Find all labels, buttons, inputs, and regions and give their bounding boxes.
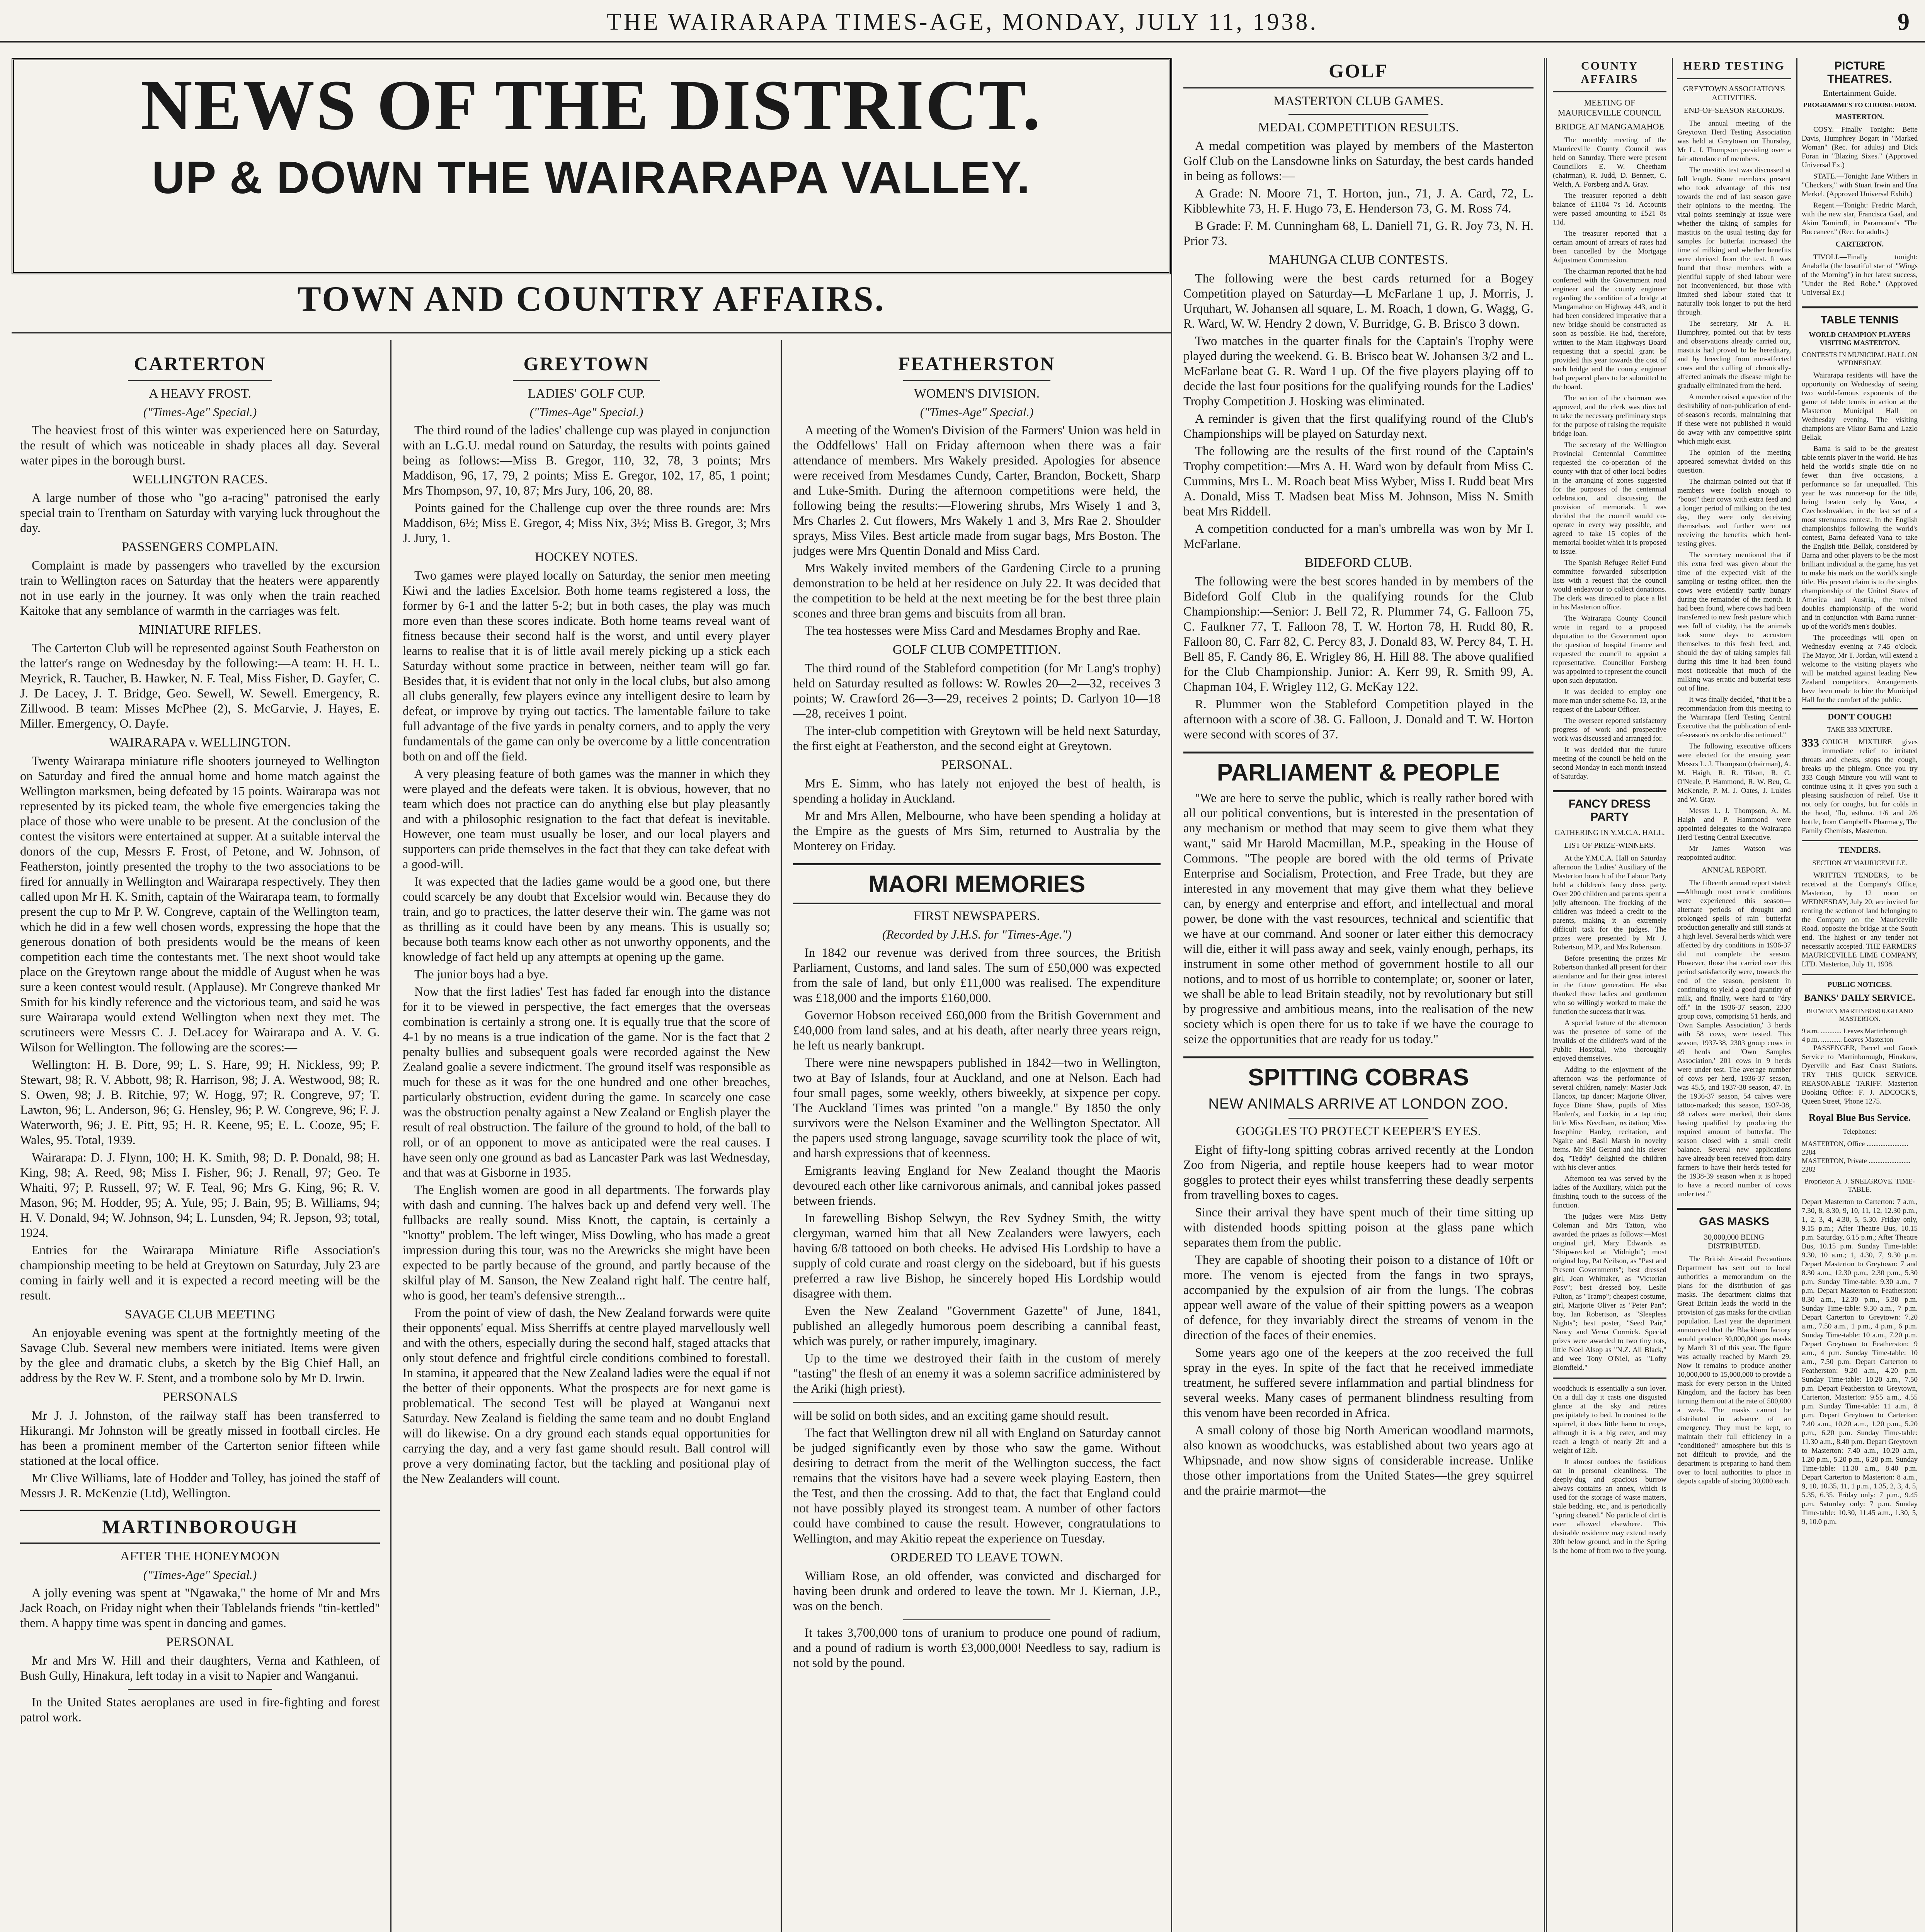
subheading: Telephones: bbox=[1843, 1128, 1877, 1135]
article-paragraph: The judges were Miss Betty Coleman and Mrs Tatton, who awarded the prizes as follows:—Most original girl, Mary Edwards as "Shipwrecked at Midnight"; most original boy, Pat Neilson, as "Past and Present Governments"; best dressed girl, Joan Whittaker, as "Victorian Posy"; best dressed boy, Leslie Fulton, as "Tramp"; cheapest costume, girl, Marjorie Oliver as "Peter Pan"; boy, Ian Robertson, as "Sleepless Nights"; best poster, "Seed Pair," Nancy and Verna Cormick. Special prizes were awarded to two tiny tots, little Noel Alsop as "N.Z. All Black," and wee Tony O'Niel, as "Lofty Blomfield." bbox=[1553, 1213, 1666, 1372]
timetable-line: MASTERTON, Private ........................ 2282 bbox=[1802, 1157, 1911, 1173]
article-paragraph: It was decided to employ one more man under scheme No. 13, at the request of the Labour Officer. bbox=[1553, 688, 1666, 714]
column-carterton bbox=[12, 344, 388, 1932]
byline: ("Times-Age" Special.) bbox=[529, 405, 643, 419]
article-paragraph: A special feature of the afternoon was the presence of some of the invalids of the children's ward of the Public Hospital, who thoroughly enjoyed themselves. bbox=[1553, 1019, 1666, 1063]
article-paragraph: The Wairarapa County Council wrote in regard to a proposed deputation to the Government upon the question of hospital finance and requested the council to appoint a representative. Councillor Forsberg was appointed to represent the council upon such deputation. bbox=[1553, 614, 1666, 685]
section-heading-greytown: GREYTOWN bbox=[523, 353, 650, 374]
service-notice: PASSENGER, Parcel and Goods Service to Martinborough, Hinakura, Dyerville and East Coast Stations. TRY THIS QUICK SERVICE. REASONABLE TARIFF. Masterton Booking Office: F. J. ADCOCK'S, Queen Street, 'Phone 1275. bbox=[1802, 1044, 1918, 1105]
column-rule bbox=[1171, 58, 1172, 1932]
article-paragraph: The Spanish Refugee Relief Fund committee forwarded subscription lists with a request that the council would endeavour to collect donations. The clerk was directed to place a list in his Masterton office. bbox=[1553, 559, 1666, 611]
article-paragraph: The secretary, Mr A. H. Humphrey, pointed out that by tests and observations already carried out, mastitis had proved to be hereditary, and by breeding from non-affected cows and the culling of chronically-affected animals the disease might be gradually eliminated from the herd. bbox=[1677, 320, 1791, 390]
article-paragraph: Complaint is made by passengers who travelled by the excursion train to Wellington races on Saturday that the heaters were apparently not in use early in the journey. It was only when the train reached Kaitoke that any semblance of warmth in the carriages was felt. bbox=[20, 559, 380, 618]
town-country-heading: TOWN AND COUNTRY AFFAIRS. bbox=[297, 279, 885, 318]
article-paragraph: B Grade: F. M. Cunningham 68, L. Daniell 71, G. R. Joy 73, N. H. Prior 73. bbox=[1183, 219, 1534, 248]
page-number: 9 bbox=[1898, 9, 1910, 35]
subheading: Proprietor: A. J. SNELGROVE. TIME-TABLE. bbox=[1804, 1177, 1915, 1193]
banner-rule bbox=[12, 332, 1171, 333]
subheading: GOGGLES TO PROTECT KEEPER'S EYES. bbox=[1236, 1124, 1481, 1138]
masthead-date-line: THE WAIRARAPA TIMES-AGE, MONDAY, JULY 11, 1938. bbox=[607, 9, 1318, 35]
article-paragraph: The following were the best cards returned for a Bogey Competition played on Saturday—L McFarlane 1 up, J. Morris, J. Urquhart, W. Johansen all square, L. M. Roach, 1 down, G. Wagg, G. R. Ward, W. W. Hendry 2 down, V. Burridge, G. B. Brisco 3 down. bbox=[1183, 272, 1534, 331]
byline: (Recorded by J.H.S. for "Times-Age.") bbox=[882, 927, 1072, 941]
subheading: ORDERED TO LEAVE TOWN. bbox=[890, 1550, 1063, 1565]
article-paragraph: The following are the results of the first round of the Captain's Trophy competition:—Mrs A. H. Ward won by default from Miss C. Cummins, Mrs L. M. Roach beat Miss Wyber, Miss I. Rudd beat Mrs A. Donald, Miss T. Madsen beat Miss M. Johnson, Miss N. Smith beat Mrs Riddell. bbox=[1183, 444, 1534, 519]
parliament-heading: PARLIAMENT & PEOPLE bbox=[1183, 752, 1534, 786]
cobras-heading: SPITTING COBRAS bbox=[1183, 1056, 1534, 1091]
subheading: MASTERTON CLUB GAMES. bbox=[1273, 94, 1444, 108]
subheading: WELLINGTON RACES. bbox=[132, 472, 268, 486]
article-paragraph: Some years ago one of the keepers at the zoo received the full spray in the eyes. In spite of the fact that he received immediate treatment, he suffered severe inflammation and partial blindness for several weeks. Many cases of permanent blindness resulting from this venom have been recorded in Africa. bbox=[1183, 1346, 1534, 1420]
subheading: WAIRARAPA v. WELLINGTON. bbox=[109, 735, 291, 750]
divider bbox=[1677, 78, 1791, 79]
article-paragraph: It takes 3,700,000 tons of uranium to produce one pound of radium, and a pound of radium is worth £3,000,000! Needless to say, radium is not sold by the pound. bbox=[793, 1626, 1161, 1670]
article-paragraph: R. Plummer won the Stableford Competition played in the afternoon with a score of 38. G. Falloon, J. Donald and T. W. Horton were second with scores of 37. bbox=[1183, 697, 1534, 742]
article-paragraph: A meeting of the Women's Division of the Farmers' Union was held in the Oddfellows' Hall on Friday afternoon when there was a fair attendance of members. Mrs Wakely presided. Apologies for absence were received from Mesdames Cundy, Carter, Brandon, Bockett, Sharp and Luke-Smith. During the afternoon competitions were held, the following being the results:—Flowering shrubs, Mrs Wisely 1 and 3, Mrs Charles 2. Cut flowers, Mrs Wakely 1 and 3, Mrs Rae 2. Shoulder sprays, Miss Viles. Best article made from sugar bags, Mrs Boston. The judges were Mrs Quentin Donald and Miss Card. bbox=[793, 423, 1161, 558]
advert-subheading: TAKE 333 MIXTURE. bbox=[1827, 726, 1893, 733]
section-heading-martinborough: MARTINBOROUGH bbox=[20, 1510, 380, 1544]
advert-heading: DON'T COUGH! bbox=[1828, 712, 1892, 721]
article-paragraph: It was expected that the ladies game would be a good one, but there could scarcely be any doubt that Excelsior would win. Because they do train, and go to practices, the latter deserve their win. The game was not as thrilling as it could have been by any means. This is usually so; because both teams know each other as not unworthy opponents, and the knowledge of fact held up any attempts at opening up the game. bbox=[403, 875, 770, 964]
article-paragraph: The overseer reported satisfactory progress of work and prospective work was discussed and arranged for. bbox=[1553, 717, 1666, 743]
section-heading-county: COUNTY AFFAIRS bbox=[1581, 60, 1639, 85]
gas-masks-heading: GAS MASKS bbox=[1677, 1208, 1791, 1228]
subheading: MEDAL COMPETITION RESULTS. bbox=[1258, 120, 1459, 134]
article-paragraph: Two games were played locally on Saturday, the senior men meeting Kiwi and the ladies Excelsior. Both home teams registered a loss, the former by 6-1 and the latter 5-2; but in both cases, the play was much more even than these scores indicate. Both home teams reveal want of fitness because their second half is the worst, and until every player learns to realise that it is of little avail merely picking up a stick each Saturday without some practice in between, neither team will go far. Besides that, it is evident that not only in the local clubs, but also among all clubs generally, few players evince any intelligent desire to learn by defeat, or improve by trying out tactics. The lamentable failure to take full advantage of the five yards in penalty corners, and to apply the very fundamentals of the game can only be overcome by a little concentration both on and off the field. bbox=[403, 569, 770, 764]
timetable: Depart Masterton to Carterton: 7 a.m., 7.30, 8, 8.30, 9, 10, 11, 12, 12.30 p.m., 1, 2, 3, 4, 4.30, 5, 5.30. Friday only, 9.15 p.m.; After Theatre Bus, 10.15 p.m. Saturday, 6.15 p.m.; After Theatre Bus, 10.15 p.m. Sunday Time-table: 9.30, 10 a.m.; 1, 4.30, 7, 9.30 p.m. Depart Masterton to Greytown: 7 and 8.30 a.m., 12.30 p.m., 2.30 p.m., 5.30 p.m. Sunday Time-table: 9.30 a.m., 7 p.m. Depart Masterton to Featherston: 8.30 a.m., 12.30 p.m., 5.30 p.m. Sunday Time-table: 9.30 a.m., 7 p.m. Depart Carterton to Greytown: 7.20 a.m., 7.50 a.m., 1 p.m., 4 p.m., 6 p.m. Sunday Time-table: 10 a.m., 7.20 p.m. Depart Greytown to Featherston: 9 a.m., 4 p.m. Sunday Time-table: 10 a.m., 7.50 p.m. Depart Carterton to Featherston: 9.20 a.m., 4.20 p.m. Sunday Time-table: 10.20 a.m., 7.50 p.m. Depart Featherston to Greytown, Carterton, Masterton: 9.55 a.m., 4.55 p.m. Sunday Time-table: 11 a.m., 8 p.m. Depart Greytown to Carterton: 7.40 a.m., 10.20 a.m., 1.20 p.m., 5.20 p.m., 6.20 p.m. Sunday Time-table: 11.30 a.m., 8.40 p.m. Depart Greytown to Masterton: 7.40 a.m., 10.20 a.m., 1.20 p.m., 5.20 p.m., 6.20 p.m. Sunday Time-table: 11.30 a.m., 8.40 p.m. Depart Carterton to Masterton: 8 a.m., 9, 10, 10.35, 11, 1 p.m., 1.35, 2, 3, 4, 5, 5.35, 6.35. Friday only: 7 p.m., 9.45 p.m. Saturday only: 7 p.m. Sunday Time-table: 10.30, 11.45 a.m., 1.30, 5, 9, 10.0 p.m. bbox=[1802, 1198, 1918, 1526]
subheading: HOCKEY NOTES. bbox=[535, 550, 638, 564]
column-greytown bbox=[394, 344, 779, 1932]
article-paragraph: The secretary mentioned that if this extra feed was given about the time of the expected visit of the sampling or testing officer, then the cows were evidently partly hungry during the remainder of the month. It had been found, where cows had been transferred to new fresh pasture which was full of vitality, that the animals took some days to accustom themselves to this fresh feed, and, should the day of taking samples fall during this time it had been found most noticeable that much of the milking was erratic and butterfat tests out of line. bbox=[1677, 551, 1791, 692]
article-paragraph: The Carterton Club will be represented against South Featherston on the latter's range on Wednesday by the following:—A team: H. H. L. Meyrick, R. Taucher, B. Hawker, N. F. Teal, Miss Fisher, D. Gayfer, C. J. De Lacey, J. T. Bridge, Geo. Sewell, W. Sewell. Emergency, R. Zillwood. B team: Misses McPhee (2), S. McGarvie, J. Hayes, E. Miller. Emergency, O. Dayfe. bbox=[20, 641, 380, 731]
article-paragraph: In farewelling Bishop Selwyn, the Rev Sydney Smith, the witty clergyman, warned him that all New Zealanders were lawyers, each having 6/8 tattooed on both cheeks. He advised His Lordship to have a supply of cold curate and roast clergy on the sideboard, but if his guests preferred a raw live Bishop, he sincerely hoped His Lordship would disagree with them. bbox=[793, 1211, 1161, 1301]
byline: ("Times-Age" Special.) bbox=[920, 405, 1034, 419]
public-notices-heading: PUBLIC NOTICES. bbox=[1827, 981, 1892, 989]
divider bbox=[1183, 87, 1534, 88]
article-paragraph: The following executive officers were elected for the ensuing year: Messrs L. J. Thompson (chairman), A. M. Haigh, R. R. Tilson, R. C. O'Neale, P. Hammond, R. W. Beu, G. McKenzie, P. M. J. Oates, J. Lukies and W. Gray. bbox=[1677, 742, 1791, 804]
article-paragraph: There were nine newspapers published in 1842—two in Wellington, two at Bay of Islands, four at Auckland, and one at Nelson. Each had four small pages, some weekly, others biweekly, at sixpence per copy. The Auckland Times was printed "on a mangle." By 1850 the only survivors were the Nelson Examiner and the Wellington Spectator. All the papers used strong language, savage scurrility took the place of wit, and harsh expressions that of keenness. bbox=[793, 1056, 1161, 1160]
subheading: WORLD CHAMPION PLAYERS VISITING MASTERTON. bbox=[1809, 331, 1911, 347]
divider bbox=[1553, 1378, 1666, 1379]
article-paragraph: The third round of the ladies' challenge cup was played in conjunction with an L.G.U. medal round on Saturday, the results with points gained being as follows:—Miss B. Gregor, 110, 32, 78, 3 points; Mrs Maddison, 96, 17, 79, 2 points; Miss E. Gregor, 102, 17, 85, 1 point; Mrs Thompson, 97, 10, 87; Mrs Jury, 106, 20, 88. bbox=[403, 423, 770, 498]
article-paragraph: The annual meeting of the Greytown Herd Testing Association was held at Greytown on Thursday, Mr L. J. Thompson presiding over a fair attendance of members. bbox=[1677, 119, 1791, 163]
article-paragraph: A small colony of those big North American woodland marmots, also known as woodchucks, was established about two years ago at Whipsnade, and now show signs of considerable increase. Unlike those other importations from the United States—the grey squirrel and the prairie marmot—the bbox=[1183, 1423, 1534, 1498]
subheading: FIRST NEWSPAPERS. bbox=[914, 909, 1040, 923]
article-paragraph: Since their arrival they have spent much of their time sitting up with distended hoods spitting poison at the glass pane which separates them from the public. bbox=[1183, 1206, 1534, 1250]
column-featherston bbox=[785, 344, 1169, 1932]
article-paragraph: The monthly meeting of the Mauriceville County Council was held on Saturday. There were present Councillors E. W. Cheetham (chairman), R. Judd, D. Bennett, C. Welch, A. Forsberg and A. Gray. bbox=[1553, 136, 1666, 189]
subheading: WOMEN'S DIVISION. bbox=[914, 386, 1040, 401]
banner-title: NEWS OF THE DISTRICT. bbox=[140, 66, 1042, 145]
article-paragraph: It was finally decided, "that it be a recommendation from this meeting to the Wairarapa Herd Testing Central Executive that the publication of end-of-season's records be discontinued." bbox=[1677, 696, 1791, 739]
article-paragraph: The tea hostesses were Miss Card and Mesdames Brophy and Rae. bbox=[805, 624, 1141, 638]
article-paragraph: A very pleasing feature of both games was the manner in which they were played and the defeats were taken. It is obvious, however, that no team which does not practice can do anything else but play pleasantly and with a philosophic resignation to the fact that defeat is inevitable. However, one team must usually be loser, and our local players and supporters can pride themselves in the fact that they can take defeat with a good-will. bbox=[403, 767, 770, 871]
theatre-listing: Regent.—Tonight: Fredric March, with the new star, Francisca Gaal, and Akim Tamiroff, in Paramount's "The Buccaneer." (Rec. for adults.) bbox=[1802, 201, 1918, 236]
article-paragraph: From the point of view of dash, the New Zealand forwards were quite their opponents' equal. Miss Sherriffs at centre played marvellously well and with the others, especially during the second half, staged attacks that only stout defence and frightful circle conditions combined to forestall. In stamina, it appeared that the New Zealand ladies were the equal if not the better of their opponents. What the prospects are for next game is problematical. The second Test will be played at Wanganui next Saturday. New Zealand is fielding the same team and no doubt England will do likewise. On a dry ground each stands equal opportunities for carrying the day, and a very fast game should result. Ball control will prove a very dominating factor, but the tackling and positional play of the New Zealanders will count. bbox=[403, 1306, 770, 1486]
subheading: GATHERING IN Y.M.C.A. HALL. bbox=[1554, 828, 1665, 837]
article-paragraph: The third round of the Stableford competition (for Mr Lang's trophy) held on Saturday resulted as follows: W. Rowles 20—2—32, receives 3 points; W. Crawford 26—3—29, receives 2 points; D. Carlyon 10—18—28, receives 1 point. bbox=[793, 662, 1161, 721]
subheading: MASTERTON. bbox=[1835, 113, 1884, 121]
article-paragraph: It almost outdoes the fastidious cat in personal cleanliness. The deeply-dug and spacious burrow always contains an annex, which is used for the storage of waste matters, stale bedding, etc., and is periodically "spring cleaned." No particle of dirt is ever allowed elsewhere. This desirable residence may extend nearly 30ft below ground, and in the Spring is the home of from two to five young. bbox=[1553, 1458, 1666, 1555]
advert-333-mark: 333 bbox=[1802, 736, 1819, 749]
cough-advert bbox=[1802, 708, 1918, 841]
tenders-heading: TENDERS. bbox=[1838, 845, 1881, 855]
article-paragraph: The treasurer reported a debit balance of £1104 7s 1d. Accounts were passed amounting to £521 8s 11d. bbox=[1553, 192, 1666, 226]
article-paragraph: Emigrants leaving England for New Zealand thought the Maoris devoured each other like carnivorous animals, and cannibal jokes passed between friends. bbox=[793, 1164, 1161, 1208]
subheading: 30,000,000 BEING DISTRIBUTED. bbox=[1704, 1233, 1765, 1250]
divider bbox=[1288, 1118, 1428, 1119]
article-paragraph: Mrs E. Simm, who has lately not enjoyed the best of health, is spending a holiday in Auckland. bbox=[793, 777, 1161, 806]
subheading: ANNUAL REPORT. bbox=[1702, 866, 1767, 874]
article-paragraph: Eight of fifty-long spitting cobras arrived recently at the London Zoo from Nigeria, and reptile house keepers had to wear motor goggles to protect their eyes whilst transferring these deadly serpents from travelling boxes to cages. bbox=[1183, 1143, 1534, 1202]
article-paragraph: A member raised a question of the desirability of non-publication of end-of-season's records, maintaining that if these were not published it would do away with any competitive spirit which might exist. bbox=[1677, 393, 1791, 446]
article-paragraph: An enjoyable evening was spent at the fortnightly meeting of the Savage Club. Several new members were initiated. Items were given by the glee and dramatic clubs, a sketch by the Big Chief Hall, an address by the Rev W. F. Stent, and a trombone solo by Mr D. Irwin. bbox=[20, 1326, 380, 1385]
column-rule bbox=[781, 340, 782, 1932]
article-paragraph: Mr and Mrs Allen, Melbourne, who have been spending a holiday at the Empire as the guests of Mrs Sim, returned to Australia by the Monterey on Friday. bbox=[793, 809, 1161, 853]
article-paragraph: Mr James Watson was reappointed auditor. bbox=[1677, 845, 1791, 862]
article-paragraph: It was decided that the future meeting of the council be held on the second Monday in each month instead of Saturday. bbox=[1553, 746, 1666, 781]
subheading: PERSONAL bbox=[166, 1635, 234, 1649]
table-tennis-heading: TABLE TENNIS bbox=[1802, 306, 1918, 326]
article-paragraph: Wellington: H. B. Dore, 99; L. S. Hare, 99; H. Nickless, 99; P. Stewart, 98; R. V. Abbott, 98; R. Harrison, 98; J. A. Westwood, 98; R. S. Owen, 98; J. B. Ritchie, 97; W. Hogg, 97; R. Congreve, 97; T. Lawton, 96; L. Anderson, 96; G. Hensley, 96; P. W. Congreve, 96; F. J. Waterworth, 96; J. E. Pitt, 95; H. R. Keene, 95; E. L. Cooze, 95; F. Wales, 95. Total, 1939. bbox=[20, 1058, 380, 1147]
article-paragraph: Up to the time we destroyed their faith in the custom of merely "tasting" the flesh of an enemy it was a solemn sacrifice administered by the Ariki (high priest). bbox=[793, 1352, 1161, 1396]
subheading: PERSONALS bbox=[162, 1390, 238, 1404]
article-paragraph: woodchuck is essentially a sun lover. On a dull day it casts one disgusted glance at the sky and retires precipitately to bed. In contrast to the squirrel, it does little harm to crops, although it is a big eater, and may reach a length of nearly 2ft and a weight of 12lb. bbox=[1553, 1384, 1666, 1455]
entertainment-guide-heading: Entertainment Guide. bbox=[1823, 88, 1896, 98]
subheading: BIDEFORD CLUB. bbox=[1305, 556, 1412, 570]
article-paragraph: The treasurer reported that a certain amount of arrears of rates had been cancelled by the Mortgage Adjustment Commission. bbox=[1553, 230, 1666, 264]
subheading: BETWEEN MARTINBOROUGH AND MASTERTON. bbox=[1806, 1007, 1913, 1022]
theatre-listing: COSY.—Finally Tonight: Bette Davis, Humphrey Bogart in "Marked Woman" (Rec. for adults) and Dick Foran in "Blazing Sixes." (Approved Universal Ex.) bbox=[1802, 126, 1918, 169]
column-entertainment bbox=[1799, 58, 1921, 1932]
article-paragraph: Now that the first ladies' Test has faded far enough into the distance for it to be viewed in perspective, the fact emerges that the overseas combination is certainly a strong one. It is equally true that the score of 4-1 by no means is a true indication of the game. Nor is the fact that 2 penalty bullies and subsequent goals were recorded against the New Zealand goalie a severe indictment. The ground itself was responsible as much for these as it was for the one hundred and one other breaches, particularly obstruction, evident during the game. In scarcely one case was the obstruction penalty against a New Zealand or English player the result of real obstruction. The failure of the ground to hold, of the ball to roll, or of an opponent to move as anticipated were the real causes. I have seen only one ground as bad as Lancaster Park was last Wednesday, and that was at Gisborne in 1935. bbox=[403, 985, 770, 1180]
article-paragraph: The fact that Wellington drew nil all with England on Saturday cannot be judged significantly even by those who saw the game. Without desiring to detract from the merit of the Wellington success, the fact remains that the visitors have had a severe week playing Eastern, then the Test, and then the crossing. Add to that, the fact that England could not have possibly played its strongest team. A number of other factors could have combined to cause the result. However, congratulations to Wellington, and may Akitio repeat the experience on Tuesday. bbox=[793, 1426, 1161, 1546]
subheading: SECTION AT MAURICEVILLE. bbox=[1812, 859, 1907, 867]
byline: ("Times-Age" Special.) bbox=[143, 1568, 257, 1582]
tender-notice: WRITTEN TENDERS, to be received at the Company's Office, Masterton, by 12 noon on WEDNESDAY, July 20, are invited for renting the section of land belonging to the Company on the Mauriceville Road, opposite the bridge at the South end. The highest or any tender not necessarily accepted. THE FARMERS' MAURICEVILLE LIME COMPANY, LTD. Masterton, July 11, 1938. bbox=[1802, 871, 1918, 968]
theatre-listing: TIVOLI.—Finally tonight: Anabella (the beautiful star of "Wings of the Morning") in her latest success, "Under the Red Robe." (Approved Universal Ex.) bbox=[1802, 253, 1918, 297]
subheading: GOLF CLUB COMPETITION. bbox=[892, 643, 1061, 657]
divider bbox=[128, 380, 272, 381]
subheading: MAHUNGA CLUB CONTESTS. bbox=[1269, 253, 1448, 267]
subheading: PROGRAMMES TO CHOOSE FROM. bbox=[1803, 101, 1916, 109]
article-paragraph: Even the New Zealand "Government Gazette" of June, 1841, published an allegedly humorous poem describing a cannibal feast, which was purely, or rather impurely, imaginary. bbox=[793, 1304, 1161, 1348]
article-paragraph: In 1842 our revenue was derived from three sources, the British Parliament, Customs, and land sales. The sum of £50,000 was expected from the sale of land, but only £11,000 was realised. The expenditure was £18,000 and the imports £160,000. bbox=[793, 946, 1161, 1005]
article-paragraph: Two matches in the quarter finals for the Captain's Trophy were played during the weekend. G. B. Brisco beat W. Johansen 3/2 and L. McFarlane beat G. R. Ward 1 up. Of the five players playing off to decide the last four positions for the qualifying rounds for the Ladies' Trophy Competition J. Hosking was eliminated. bbox=[1183, 334, 1534, 408]
article-paragraph: Mrs Wakely invited members of the Gardening Circle to a pruning demonstration to be held at her residence on July 22. It was decided that the competition to be held at the next meeting be for the best three plain scones and three bran gems and biscuits from all bran. bbox=[793, 561, 1161, 621]
advert-body bbox=[1802, 738, 1918, 835]
timetable-line: 9 a.m. ............ Leaves Martinborough bbox=[1802, 1027, 1907, 1035]
article-paragraph: Adding to the enjoyment of the afternoon was the performance of several children, namely: Master Jack Hancox, tap dancer; Marjorie Oliver, Joyce Diane Shaw, pupils of Miss Hanlen's, and Lockie, in a tap trio; little Miss Needham, recitation; Miss Josephine Hanley, recitation, and Ngaire and Basil Marsh in novelty items. Mr Sid Gerand and his clever dog "Teddy" delighted the children with his clever antics. bbox=[1553, 1066, 1666, 1172]
subheading: AFTER THE HONEYMOON bbox=[120, 1549, 280, 1563]
article-paragraph: A reminder is given that the first qualifying round of the Club's Championships will be played on Saturday next. bbox=[1183, 412, 1534, 441]
article-paragraph: They are capable of shooting their poison to a distance of 10ft or more. The venom is ejected from the fangs in two sprays, accompanied by the expulsion of air from the lungs. The cobras appear well aware of the value of their spitting powers as a weapon of defence, for they invariably direct the streams of venom in the direction of the faces of their enemies. bbox=[1183, 1253, 1534, 1342]
article-paragraph: will be solid on both sides, and an exciting game should result. bbox=[793, 1409, 1109, 1423]
column-rule bbox=[1796, 58, 1797, 1932]
divider bbox=[513, 380, 660, 381]
article-paragraph: The opinion of the meeting appeared somewhat divided on this question. bbox=[1677, 449, 1791, 474]
subheading: GREYTOWN ASSOCIATION'S ACTIVITIES. bbox=[1683, 85, 1785, 102]
subheading: CONTESTS IN MUNICIPAL HALL ON WEDNESDAY. bbox=[1802, 351, 1918, 367]
column-golf bbox=[1175, 58, 1542, 1932]
divider bbox=[1288, 114, 1428, 115]
article-paragraph: Twenty Wairarapa miniature rifle shooters journeyed to Wellington on Saturday and fired the annual home and home match against the Wellington marksmen, being defeated by 15 points. Wairarapa was not represented by its picked team, the whole five emergencies taking the place of those who were unable to be present. At the conclusion of the contest the visitors were entertained at supper. At a suitable interval the donors of the cup, Messrs F. Frost, of Petone, and W. Johnson, of Featherston, jointly presented the trophy to the two associations to be fired for annually in Wellington and Wairarapa respectively. They then called upon Mr H. K. Smith, captain of the Wairarapa team, to formally present the cup to Mr P. W. Congreve, captain of the Wellington team, which he did in a few well chosen words, expressing the hope that the generous donation of both presidents would be the means of keen competition each time the contestants met. The next shoot would take place on the Greytown range about the middle of August when he was sure a keen contest would result. (Applause). Mr Congreve thanked Mr Smith for his kindly reference and the victorious team, and said he was sure Wairarapa would extend Wellington when next they met. The scrutineers were Messrs C. J. DeLacey for Wairarapa and A. V. G. Wilson for Wellington. The following are the scores:— bbox=[20, 754, 380, 1054]
article-paragraph: In the United States aeroplanes are used in fire-fighting and forest patrol work. bbox=[20, 1696, 380, 1725]
article-paragraph: The action of the chairman was approved, and the clerk was directed to take the necessary preliminary steps for the purpose of raising the requisite bridge loan. bbox=[1553, 394, 1666, 438]
article-paragraph: Mr Clive Williams, late of Hodder and Tolley, has joined the staff of Messrs J. R. McKenzie (Ltd), Wellington. bbox=[20, 1471, 380, 1500]
maori-memories-heading: MAORI MEMORIES bbox=[793, 863, 1161, 904]
article-paragraph: Wairarapa residents will have the opportunity on Wednesday of seeing two world-famous exponents of the game of table tennis in action at the Masterton Municipal Hall on Wednesday evening. The visiting champions are Viktor Barna and Lazlo Bellak. bbox=[1802, 371, 1918, 442]
article-paragraph: The fifteenth annual report stated:—Although most erratic conditions were experienced this season—alternate periods of drought and prolonged spells of rain—butterfat production generally and still stands at a high level. Several herds which were affected by dry conditions in 1936-37 did not complete the season. However, those that carried over this period satisfactorily were, towards the end of the season, persistent in continuing to yield a good quantity of milk, and finally, were hard to "dry off." In the 1936-37 season, 2330 group cows, comprising 51 herds, and 'Own Samples Association,' 3 herds with 58 cows, were tested. This season, 1937-38, 2303 group cows in 49 herds and 'Own Samples Association,' 201 cows in 9 herds were under test. The average number of cows per herd, 1936-37 season, was 45.5, and 1937-38 season, 47. In the 1936-37 season, 54 calves were tattoo-marked; this season, 1937-38, 48 calves were marked, their dams having qualified by producing the required amount of butterfat. The season closed with a small credit balance. Several new applications have already been received from dairy farmers to have their herds tested for the 1938-39 season when it is hoped to have a record number of cows under test." bbox=[1677, 879, 1791, 1198]
subheading: LADIES' GOLF CUP. bbox=[528, 386, 645, 401]
divider bbox=[903, 1619, 1050, 1620]
article-paragraph: "We are here to serve the public, which is really rather bored with all our political conventions, but is interested in the presentation of any mechanism or method that may seem to give them what they want," said Mr Harold Macmillan, M.P., speaking in the House of Commons. "The people are bored with the old terms of Private Enterprise and Socialism, Protection, and Free Trade, but they are interested in any movement that may give them what they believe can, by energy and enterprise and effort, and intellectual and moral power, be done with the vast resources, technical and scientific that we have at our command. And sooner or later either this democracy will die, either it will pass away and seek, vainly enough, perhaps, its instrument in some other method of government hostile to all our notions, and to most of us horrible to contemplate; or, sooner or later, we shall be able to lead Britain steadily, not by revolutionary but still by progressive and ambitious means, into the realisation of the new society which is open there for us to take if we have the courage to seize the opportunities that are ready for us today." bbox=[1183, 791, 1534, 1046]
article-paragraph: The heaviest frost of this winter was experienced here on Saturday, the result of which was noticeable in shady places all day. Several water pipes in the borough burst. bbox=[20, 423, 380, 468]
article-paragraph: Governor Hobson received £60,000 from the British Government and £40,000 from land sales, and at his death, after nearly three years reign, he left us nearly bankrupt. bbox=[793, 1009, 1161, 1053]
section-heading-carterton: CARTERTON bbox=[134, 353, 266, 374]
article-paragraph: The chairman pointed out that if members were foolish enough to "boost" their cows with extra feed and a longer period of milking on the test day, they were only deceiving themselves and further were not receiving the benefits which herd-testing gives. bbox=[1677, 478, 1791, 548]
picture-theatres-heading: PICTURE THEATRES. bbox=[1827, 60, 1892, 85]
article-paragraph: A competition conducted for a man's umbrella was won by Mr I. McFarlane. bbox=[1183, 522, 1534, 551]
divider bbox=[1802, 974, 1918, 975]
subheading: SAVAGE CLUB MEETING bbox=[124, 1307, 276, 1321]
section-heading-featherston: FEATHERSTON bbox=[898, 353, 1055, 374]
article-paragraph: A Grade: N. Moore 71, T. Horton, jun., 71, J. A. Card, 72, L. Kibblewhite 73, H. F. Hugo 73, E. Henderson 73, G. M. Ross 74. bbox=[1183, 187, 1534, 216]
column-county bbox=[1550, 58, 1670, 1932]
timetable-line: 4 p.m. ............ Leaves Masterton bbox=[1802, 1036, 1893, 1043]
column-herd bbox=[1674, 58, 1794, 1932]
article-paragraph: Points gained for the Challenge cup over the three rounds are: Mrs Maddison, 6½; Miss E. Gregor, 4; Miss Nix, 3½; Miss B. Gregor, 3; Mrs J. Jury, 1. bbox=[403, 501, 770, 545]
byline: ("Times-Age" Special.) bbox=[143, 405, 257, 419]
article-paragraph: Barna is said to be the greatest table tennis player in the world. He has held the world's single title on no fewer than five occasions, a performance so far unequalled. This year he was runner-up for the title, being beaten only by Vana, a Czechoslovakian, in the last set of a most strenuous contest. In the English championships following the world's contest, Barna defeated Vana to take the English title. Bellak, considered by Barna and other players to be the most brilliant individual at the game, has yet to make his mark on the world's single title. His present claim is to the singles championship of the United States of America and Austria, the mixed doubles championship of the world and in conjunction with Barna runner-up of the world's men's doubles. bbox=[1802, 445, 1918, 631]
article-paragraph: Afternoon tea was served by the ladies of the Auxiliary, which put the finishing touch to the success of the function. bbox=[1553, 1175, 1666, 1209]
article-paragraph: Wairarapa: D. J. Flynn, 100; H. K. Smith, 98; D. P. Donald, 98; H. King, 98; A. Reed, 98; Miss I. Fisher, 96; J. Renall, 97; Geo. Te Whaiti, 97; P. Russell, 97; W. F. Teal, 96; Mrs G. King, 96; R. V. Mason, 96; M. Hodder, 95; A. Yule, 95; J. Bain, 95; B. Williams, 94; H. V. Donald, 94; W. Johnson, 94; L. Lunsden, 94; R. Jepson, 93; total, 1924. bbox=[20, 1151, 380, 1240]
article-paragraph: The chairman reported that he had conferred with the Government road engineer and the county engineer regarding the condition of a bridge at Mangamahoe on Highway 443, and it had been considered imperative that a new bridge should be constructed as soon as possible. He had, therefore, written to the Main Highways Board requesting that a special grant be provided this year towards the cost of such bridge and the county engineer had prepared plans to be submitted to the board. bbox=[1553, 267, 1666, 391]
subheading: A HEAVY FROST. bbox=[149, 386, 251, 401]
column-rule bbox=[390, 340, 391, 1932]
subheading: PASSENGERS COMPLAIN. bbox=[122, 540, 278, 554]
article-paragraph: Entries for the Wairarapa Miniature Rifle Association's championship meeting to be held at Greytown on Saturday, July 23 are coming in fairly well and it is expected a record meeting will be the result. bbox=[20, 1243, 380, 1303]
subheading: MINIATURE RIFLES. bbox=[138, 622, 262, 637]
article-paragraph: The mastitis test was discussed at full length. Some members present who took advantage of this test towards the end of last season gave their opinions to the meeting. The vital points seemingly at issue were whether the taking of samples for mastitis on the usual testing day for samples for butterfat increased the time of milking and whether benefits were derived from the test. It was found that those members with a plentiful supply of shed labour were not inconvenienced, but those with limited shed labour stated that it naturally took longer to put the herd through. bbox=[1677, 166, 1791, 316]
article-paragraph: A medal competition was played by members of the Masterton Golf Club on the Lansdowne links on Saturday, the best cards handed in being as follows:— bbox=[1183, 139, 1534, 183]
article-paragraph: The following were the best scores handed in by members of the Bideford Golf Club in the qualifying rounds for the Club Championship:—Senior: J. Bell 72, R. Plummer 74, G. Falloon 75, C. Faulkner 77, T. Falloon 78, T. W. Horton 78, H. Rudd 80, R. Falloon 80, C. Farr 82, C. Percy 83, J. Donald 83, W. Percy 84, T. H. Bell 85, F. Candy 86, E. Wrigley 86, H. Hill 88. The above qualified for the Club Championship. Junior: A. Kerr 99, R. Smith 99, A. Chapman 104, F. Wrigley 112, G. McKay 122. bbox=[1183, 575, 1534, 694]
divider bbox=[1553, 91, 1666, 92]
news-banner bbox=[12, 58, 1171, 274]
theatre-listing: STATE.—Tonight: Jane Withers in "Checkers," with Stuart Irwin and Una Merkel. (Approved Universal Exhib.) bbox=[1802, 172, 1918, 198]
spacer bbox=[1175, 58, 1192, 1932]
article-paragraph: The junior boys had a bye. bbox=[414, 968, 548, 981]
section-heading-golf: GOLF bbox=[1329, 60, 1388, 82]
article-paragraph: The secretary of the Wellington Provincial Centennial Committee requested the co-operation of the county with that of other local bodies in the arranging of zones suggested for the purposes of the centennial celebration, and discussing the provision of memorials. It was decided that the council would co-operate in every way possible, and agreed to take 15 copies of the memorial booklet which it is proposed to issue. bbox=[1553, 441, 1666, 556]
timetable-line: MASTERTON, Office ........................ 2284 bbox=[1802, 1140, 1908, 1156]
article-paragraph: William Rose, an old offender, was convicted and discharged for having been drunk and ordered to leave the town. Mr J. Kiernan, J.P., was on the bench. bbox=[793, 1569, 1161, 1613]
banner-subtitle: UP & DOWN THE WAIRARAPA VALLEY. bbox=[152, 152, 1031, 204]
fancy-dress-heading: FANCY DRESS PARTY bbox=[1553, 790, 1666, 824]
article-paragraph: The inter-club competition with Greytown will be held next Saturday, the first eight at Featherston, and the second eight at Greytown. bbox=[793, 724, 1161, 753]
article-paragraph: The British Air-raid Precautions Department has sent out to local authorities a memorandum on the plans for the distribution of gas masks. The department claims that Great Britain leads the world in the provision of gas masks for the civilian population. Last year the department announced that the Blackburn factory would produce 30,000,000 gas masks by March 31 of this year. The figure was actually reached by March 29. Now it remains to produce another 10,000,000 to 15,000,000 to provide a mask for every person in the United Kingdom, and the factory has been turning them out at the rate of 500,000 a week. The masks cannot be distributed in advance of an emergency. They must be kept, to maintain their full efficiency in a "conditioned" atmosphere but this is not difficult to provide, and the department is preparing to hand them over to local authorities to place in depots capable of storing 30,000 each. bbox=[1677, 1255, 1791, 1485]
article-paragraph: At the Y.M.C.A. Hall on Saturday afternoon the Ladies' Auxiliary of the Masterton branch of the Labour Party held a children's fancy dress party. Over 200 children and parents spent a jolly afternoon. The frocking of the children was indeed a credit to the parents, making it an extremely difficult task for the judges. The prizes were presented by Mr J. Robertson, M.P., and Mrs Robertson. bbox=[1553, 854, 1666, 951]
advert-body-text: COUGH MIXTURE gives immediate relief to irritated throats and chests, stops the cough, breaks up the phlegm. Once you try 333 Cough Mixture you will want to continue using it. It gives you such a pleasing satisfaction of relief. Use it not only for coughs, but for colds in the head, 'flu, asthma. 1/6 and 2/6 bottle, from Campbell's Pharmacy, The Family Chemists, Masterton. bbox=[1802, 738, 1918, 835]
section-heading-herd: HERD TESTING bbox=[1683, 60, 1785, 72]
article-paragraph: The English women are good in all departments. The forwards play with dash and cunning. The halves back up and defend very well. The fullbacks are really sound. Miss Knott, the captain, is certainly a "knotty" problem. The left winger, Miss Dowling, who has made a great impression during this tour, was no the Arewricks she might have been expected to be partly because of the ground, and partly because of the skilful play of M. Sanson, the New Zealand right half. The centre half, who is good, her team's defensive strength... bbox=[403, 1183, 770, 1303]
royal-blue-heading: Royal Blue Bus Service. bbox=[1808, 1112, 1911, 1123]
article-paragraph: Mr J. J. Johnston, of the railway staff has been transferred to Hikurangi. Mr Johnston will be greatly missed in football circles. He has been a prominent member of the Carterton senior fifteen while stationed at the local office. bbox=[20, 1409, 380, 1468]
banks-service-heading: BANKS' DAILY SERVICE. bbox=[1804, 993, 1915, 1003]
article-paragraph: Messrs L. J. Thompson, A. M. Haigh and P. Hammond were appointed delegates to the Wairarapa Herd Testing Central Executive. bbox=[1677, 807, 1791, 842]
article-paragraph: Mr and Mrs W. Hill and their daughters, Verna and Kathleen, of Bush Gully, Hinakura, left today in a visit to Napier and Wanganui. bbox=[20, 1654, 380, 1683]
article-paragraph: A jolly evening was spent at "Ngawaka," the home of Mr and Mrs Jack Roach, on Friday night when their Tablelands friends "tin-kettled" them. A happy time was spent in dancing and games. bbox=[20, 1586, 380, 1630]
subheading: PERSONAL. bbox=[941, 758, 1013, 772]
subheading: NEW ANIMALS ARRIVE AT LONDON ZOO. bbox=[1208, 1096, 1509, 1112]
subheading: MEETING OF MAURICEVILLE COUNCIL bbox=[1557, 98, 1662, 117]
masthead bbox=[0, 0, 1925, 43]
article-paragraph: Before presenting the prizes Mr Robertson thanked all present for their attendance and for their great interest in the future generation. He also thanked those ladies and gentlemen who so willingly worked to make the function the success that it was. bbox=[1553, 954, 1666, 1016]
subheading: CARTERTON. bbox=[1835, 240, 1884, 248]
subheading: END-OF-SEASON RECORDS. bbox=[1683, 106, 1785, 115]
right-columns bbox=[1550, 58, 1921, 1932]
divider bbox=[128, 1689, 272, 1690]
subheading: LIST OF PRIZE-WINNERS. bbox=[1564, 841, 1655, 850]
column-rule bbox=[1672, 58, 1673, 1932]
article-paragraph: A large number of those who "go a-racing" patronised the early special train to Trentham on Saturday with varying luck throughout the day. bbox=[20, 491, 380, 535]
divider bbox=[903, 380, 1050, 381]
subheading: BRIDGE AT MANGAMAHOE bbox=[1555, 122, 1664, 131]
divider bbox=[793, 1402, 1161, 1403]
article-paragraph: The proceedings will open on Wednesday evening at 7.45 o'clock. The Mayor, Mr T. Jordan, will extend a welcome to the visiting players who will be matched against leading New Zealand competitors. Arrangements have been made to hire the Municipal Hall for the comfort of the public. bbox=[1802, 634, 1918, 704]
